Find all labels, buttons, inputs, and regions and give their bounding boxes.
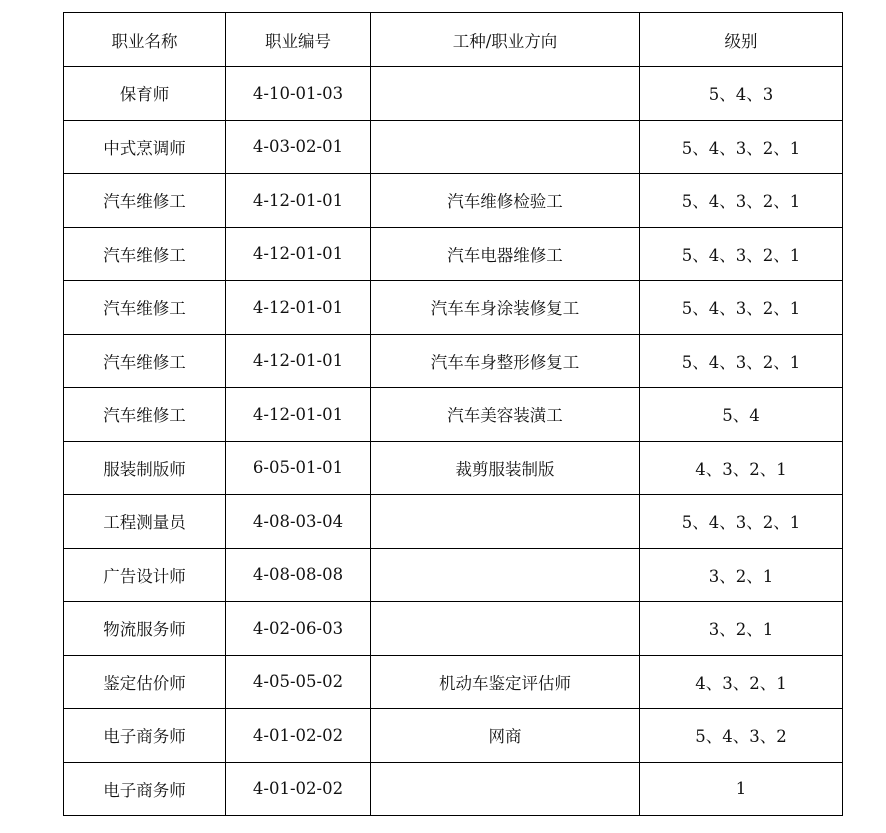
cell-level: 5、4、3、2、1 — [640, 495, 843, 549]
cell-work-type: 汽车美容装潢工 — [371, 388, 640, 442]
cell-level: 5、4、3、2、1 — [640, 281, 843, 335]
table-row — [64, 227, 843, 281]
cell-level: 5、4、3 — [640, 67, 843, 121]
cell-occupation-code: 4-10-01-03 — [226, 67, 371, 121]
cell-occupation-code: 4-08-08-08 — [226, 548, 371, 602]
table-row — [64, 602, 843, 656]
cell-occupation-code: 4-12-01-01 — [226, 227, 371, 281]
table-row — [64, 174, 843, 228]
cell-occupation-name: 服装制版师 — [64, 441, 226, 495]
cell-work-type — [371, 120, 640, 174]
table-row — [64, 67, 843, 121]
cell-work-type: 网商 — [371, 709, 640, 763]
cell-work-type — [371, 602, 640, 656]
cell-work-type: 汽车车身涂装修复工 — [371, 281, 640, 335]
cell-work-type — [371, 67, 640, 121]
header-occupation-code: 职业编号 — [226, 13, 371, 67]
cell-occupation-name: 中式烹调师 — [64, 120, 226, 174]
table-row — [64, 388, 843, 442]
table-row — [64, 762, 843, 816]
cell-occupation-name: 电子商务师 — [64, 762, 226, 816]
cell-level: 5、4、3、2、1 — [640, 174, 843, 228]
cell-occupation-code: 6-05-01-01 — [226, 441, 371, 495]
cell-occupation-name: 汽车维修工 — [64, 174, 226, 228]
table-row — [64, 709, 843, 763]
cell-work-type: 裁剪服装制版 — [371, 441, 640, 495]
cell-occupation-name: 物流服务师 — [64, 602, 226, 656]
header-occupation-name: 职业名称 — [64, 13, 226, 67]
header-work-type: 工种/职业方向 — [371, 13, 640, 67]
cell-occupation-code: 4-08-03-04 — [226, 495, 371, 549]
cell-occupation-name: 工程测量员 — [64, 495, 226, 549]
table-row — [64, 281, 843, 335]
table-row — [64, 655, 843, 709]
cell-level: 5、4、3、2 — [640, 709, 843, 763]
cell-work-type: 机动车鉴定评估师 — [371, 655, 640, 709]
cell-level: 5、4、3、2、1 — [640, 227, 843, 281]
cell-occupation-name: 电子商务师 — [64, 709, 226, 763]
cell-occupation-name: 保育师 — [64, 67, 226, 121]
cell-level: 3、2、1 — [640, 548, 843, 602]
cell-occupation-code: 4-01-02-02 — [226, 709, 371, 763]
cell-work-type — [371, 495, 640, 549]
cell-occupation-name: 汽车维修工 — [64, 388, 226, 442]
cell-work-type — [371, 548, 640, 602]
cell-occupation-code: 4-12-01-01 — [226, 388, 371, 442]
table-row — [64, 334, 843, 388]
cell-level: 4、3、2、1 — [640, 655, 843, 709]
cell-occupation-name: 汽车维修工 — [64, 227, 226, 281]
cell-occupation-code: 4-03-02-01 — [226, 120, 371, 174]
cell-occupation-code: 4-01-02-02 — [226, 762, 371, 816]
cell-occupation-name: 汽车维修工 — [64, 281, 226, 335]
cell-occupation-code: 4-12-01-01 — [226, 174, 371, 228]
cell-level: 4、3、2、1 — [640, 441, 843, 495]
cell-occupation-code: 4-12-01-01 — [226, 281, 371, 335]
cell-level: 5、4、3、2、1 — [640, 334, 843, 388]
table-row — [64, 120, 843, 174]
table-row — [64, 548, 843, 602]
cell-work-type: 汽车电器维修工 — [371, 227, 640, 281]
table-row — [64, 495, 843, 549]
cell-level: 1 — [640, 762, 843, 816]
cell-work-type: 汽车维修检验工 — [371, 174, 640, 228]
header-level: 级别 — [640, 13, 843, 67]
cell-level: 3、2、1 — [640, 602, 843, 656]
cell-occupation-name: 汽车维修工 — [64, 334, 226, 388]
table-header-row — [64, 13, 843, 67]
cell-occupation-name: 广告设计师 — [64, 548, 226, 602]
cell-occupation-code: 4-02-06-03 — [226, 602, 371, 656]
cell-level: 5、4 — [640, 388, 843, 442]
cell-occupation-code: 4-05-05-02 — [226, 655, 371, 709]
table-row — [64, 441, 843, 495]
occupation-table — [63, 12, 843, 816]
cell-work-type — [371, 762, 640, 816]
cell-occupation-name: 鉴定估价师 — [64, 655, 226, 709]
cell-occupation-code: 4-12-01-01 — [226, 334, 371, 388]
cell-work-type: 汽车车身整形修复工 — [371, 334, 640, 388]
cell-level: 5、4、3、2、1 — [640, 120, 843, 174]
